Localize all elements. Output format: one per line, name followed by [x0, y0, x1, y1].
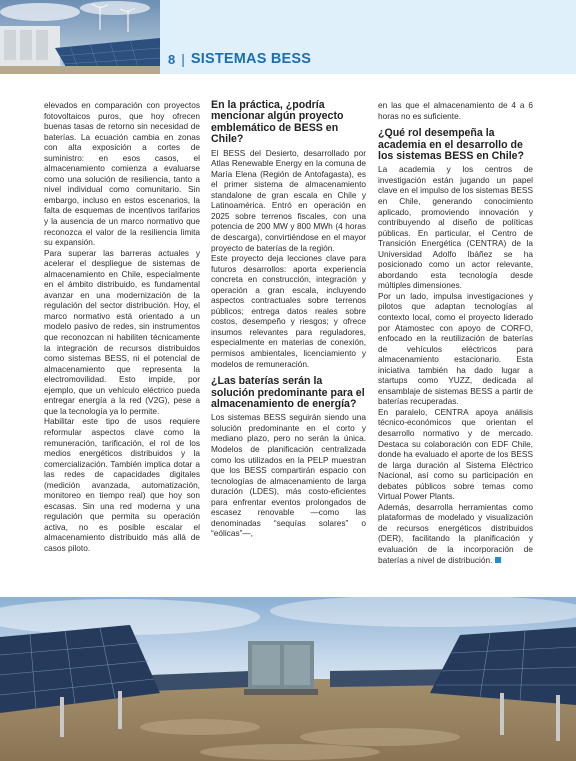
paragraph: Para superar las barreras actuales y acelerar el despliegue de sistemas de almacenamiento en Chile, especialmente en el ámbito distribuido, es fundamental avanzar en una modernización de la regulación del sector distribución. Hoy, el marco normativo está orientado a un modelo pasivo de redes, sin instrumentos que reconozcan ni habiliten técnicamente la integración de recursos distribuidos como sistemas BESS, ni el potencial de almacenamiento que representa la electromovilidad. Esto impide, por ejemplo, que un vehículo eléctrico pueda entregar energía a la red (V2G), pese a que la tecnología ya lo permite. — [44, 247, 200, 416]
paragraph-text: Además, desarrolla herramientas como plataformas de modelado y visualización de recursos energéticos distribuidos (DER), facilitando la planificación y evaluación de la incorporación de baterías a nivel de distribución. — [378, 501, 533, 565]
paragraph: en las que el almacenamiento de 4 a 6 horas no es suficiente. — [378, 100, 533, 121]
paragraph: Los sistemas BESS seguirán siendo una solución predominante en el corto y mediano plazo, pero no serán la única. Modelos de planificación centralizada como los utilizados en la PELP muestran que los BESS compartirán espacio con tecnologías de almacenamiento de larga duración (LDES), más costo-eficientes para enfrentar eventos prolongados de escasez renovable —como las denominadas “sequías solares” o “eólicas”—, — [211, 412, 366, 539]
paragraph: Este proyecto deja lecciones clave para futuros desarrollos: aporta experiencia concreta en construcción, integración y operación a gran escala, incluyendo aspectos contractuales sobre terrenos públicos; entrega datos reales sobre costos, desempeño y riesgos; y ofrece insumos relevantes para reguladores, especialmente en materias de conexión, permisos ambientales, licenciamiento y modelos de remuneración. — [211, 253, 366, 369]
column-3 — [378, 100, 533, 565]
column-2 — [211, 100, 366, 539]
header-separator: | — [181, 51, 185, 67]
interview-question: ¿Qué rol desempeña la academia en el desarrollo de los sistemas BESS en Chile? — [378, 127, 525, 162]
paragraph: elevados en comparación con proyectos fotovoltaicos puros, que hoy ofrecen buenas tasas de retorno sin necesidad de baterías. La ecuación cambia en zonas con alta exposición a cortes de suministro: en esos casos, el almacenamiento comienza a evaluarse como una solución de resiliencia, tanto a nivel individual como comunitario. Sin embargo, incluso en estos escenarios, la falta de esquemas de incentivos tarifarios y la ausencia de un marco normativo que reconozca el valor de la resiliencia limita su expansión. — [44, 100, 200, 248]
paragraph: Habilitar este tipo de usos requiere reformular aspectos clave como la remuneración, tarificación, el rol de los medios energéticos distribuidos y la comercialización. También implica dotar a las redes de capacidades digitales (medición avanzada, automatización, monitoreo en tiempo real) que hoy son escasas. Sin una red moderna y una regulación que permita su operación activa, no es posible escalar el almacenamiento distribuido más allá de casos piloto. — [44, 416, 200, 553]
page-header — [160, 46, 311, 72]
column-1 — [44, 100, 200, 554]
interview-question: ¿Las baterías serán la solución predominante para el almacenamiento de energía? — [211, 375, 365, 410]
paragraph: La academia y los centros de investigación están jugando un papel clave en el impulso de los sistemas BESS en Chile, generando conocimiento aplicado, promoviendo innovación y contribuyendo al diseño de políticas públicas. En particular, el Centro de Transición Energética (CENTRA) de la Universidad Adolfo Ibáñez se ha posicionado como un actor relevante, abordando esta tecnología desde múltiples dimensiones. — [378, 164, 533, 291]
paragraph: El BESS del Desierto, desarrollado por Atlas Renewable Energy en la comuna de María Elena (Región de Antofagasta), es el primer sistema de almacenamiento standalone de gran escala en Chile y Latinoamérica. Entró en operación en 2025 sobre terrenos fiscales, con una potencia de 200 MW y 800 MWh (4 horas de descarga), convirtiéndose en el mayor proyecto de baterías de la región. — [211, 147, 366, 253]
page-number: 8 — [168, 51, 176, 67]
paragraph: Por un lado, impulsa investigaciones y pilotos que adaptan tecnologías al contexto local, como el proyecto liderado por Atamostec con apoyo de CORFO, enfocado en la reutilización de baterías de vehículos eléctricos para almacenamiento estacionario. Esta iniciativa también ha dado lugar a startups como YUZZ, dedicada al ensamblaje de sistemas BESS a partir de baterías recuperadas. — [378, 290, 533, 407]
interview-question: En la práctica, ¿podría mencionar algún proyecto emblemático de BESS en Chile? — [211, 99, 344, 146]
header-photo-bess-containers — [0, 0, 160, 74]
square-end-mark-icon — [495, 557, 501, 563]
paragraph: En paralelo, CENTRA apoya análisis técnico-económicos que orientan el desarrollo normativo y de mercado. Destaca su colaboración con EDF Chile, donde ha evaluado el aporte de los BESS de larga duración al Sistema Eléctrico Nacional, así como su participación en debates públicos sobre temas como Virtual Power Plants. — [378, 406, 533, 502]
paragraph-last — [378, 502, 533, 565]
section-title: SISTEMAS BESS — [190, 51, 312, 67]
solar-bess-field-photo — [0, 597, 576, 761]
